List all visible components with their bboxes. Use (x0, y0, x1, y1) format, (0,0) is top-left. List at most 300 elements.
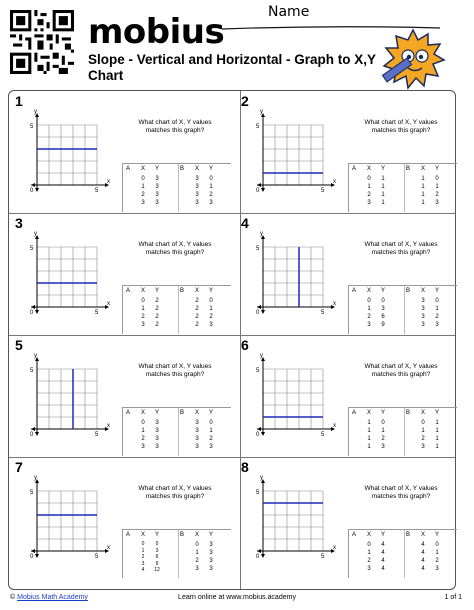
y-column-header: Y (208, 532, 213, 538)
table-label: B (406, 410, 411, 416)
y-values (205, 297, 217, 329)
problem-cell (235, 457, 457, 579)
table-label: B (180, 532, 185, 538)
question-text: What chart of X, Y values matches this graph? (138, 485, 212, 500)
x-values (417, 419, 429, 451)
table-cell: 2 (155, 322, 159, 328)
table-cell: 2 (435, 558, 439, 564)
table-cell: 0 (155, 541, 159, 547)
table-cell: 3 (421, 314, 425, 320)
x-values (191, 541, 203, 573)
x-max-label: 5 (95, 554, 99, 560)
answer-table-a[interactable] (348, 407, 405, 456)
x-arrow-left (31, 305, 35, 309)
table-cell: 1 (367, 550, 371, 556)
question-text: What chart of X, Y values matches this graph? (364, 485, 438, 500)
table-cell: 0 (367, 176, 371, 182)
x-values (191, 297, 203, 329)
table-cell: 1 (381, 428, 385, 434)
table-cell: 4 (141, 567, 145, 573)
y-values (151, 297, 163, 329)
table-cell: 3 (209, 444, 213, 450)
coordinate-graph (243, 225, 343, 320)
x-axis-label: x (333, 545, 336, 551)
problem-cell (235, 213, 457, 335)
y-max-label: 5 (30, 368, 34, 374)
coordinate-graph (243, 103, 343, 198)
table-cell: 2 (195, 298, 199, 304)
table-cell: 3 (155, 444, 159, 450)
table-cell: 1 (209, 306, 213, 312)
y-column-header: Y (380, 410, 385, 416)
x-values (363, 297, 375, 329)
answer-table-a[interactable] (122, 285, 179, 334)
y-values (431, 175, 443, 207)
footer-center: Learn online at www.mobius.academy (178, 594, 296, 601)
table-cell: 1 (421, 192, 425, 198)
table-cell: 3 (421, 298, 425, 304)
x-arrow-left (257, 305, 261, 309)
x-column-header: X (420, 166, 425, 172)
table-cell: 3 (141, 200, 145, 206)
problem-cell (9, 213, 231, 335)
x-arrow-left (257, 549, 261, 553)
x-arrow-left (31, 183, 35, 187)
problem-cell (235, 91, 457, 213)
table-cell: 2 (155, 306, 159, 312)
answer-table-b[interactable] (403, 529, 457, 578)
y-max-label: 5 (256, 124, 260, 130)
answer-table-a[interactable] (348, 285, 405, 334)
coordinate-graph (17, 469, 117, 564)
table-cell: 0 (195, 542, 199, 548)
y-values (151, 419, 163, 451)
y-column-header: Y (154, 166, 159, 172)
table-cell: 2 (381, 436, 385, 442)
x-max-label: 5 (321, 554, 325, 560)
origin-label: 0 (256, 310, 260, 316)
table-cell: 1 (381, 192, 385, 198)
x-max-label: 5 (321, 432, 325, 438)
x-arrow-left (31, 427, 35, 431)
table-cell: 3 (141, 560, 145, 567)
x-values (417, 175, 429, 207)
table-cell: 1 (141, 547, 145, 554)
table-cell: 3 (367, 566, 371, 572)
worksheet-title: Slope - Vertical and Horizontal - Graph to X,Y Chart (88, 52, 376, 83)
table-cell: 0 (141, 176, 145, 182)
answer-tables (348, 163, 457, 211)
x-arrow-left (257, 427, 261, 431)
answer-tables (122, 285, 231, 333)
origin-label: 0 (256, 554, 260, 560)
table-cell: 1 (141, 306, 145, 312)
table-cell: 3 (195, 176, 199, 182)
table-cell: 3 (155, 428, 159, 434)
x-column-header: X (194, 166, 199, 172)
table-cell: 3 (435, 200, 439, 206)
x-column-header: X (140, 288, 145, 294)
x-values (137, 175, 149, 207)
qr-code (10, 10, 74, 74)
y-values (151, 541, 163, 574)
x-axis-label: x (333, 423, 336, 429)
problem-cell (9, 457, 231, 579)
table-cell: 0 (435, 542, 439, 548)
x-values (417, 541, 429, 573)
x-values (191, 175, 203, 207)
table-cell: 3 (209, 542, 213, 548)
table-cell: 3 (195, 566, 199, 572)
table-cell: 1 (367, 420, 371, 426)
y-arrow-down (261, 432, 265, 436)
y-arrow-down (35, 432, 39, 436)
table-cell: 3 (209, 558, 213, 564)
answer-tables (348, 407, 457, 455)
table-cell: 1 (209, 428, 213, 434)
x-arrow-left (31, 549, 35, 553)
x-axis-label: x (333, 301, 336, 307)
x-max-label: 5 (321, 310, 325, 316)
table-cell: 2 (195, 322, 199, 328)
y-values (377, 419, 389, 451)
y-column-header: Y (380, 532, 385, 538)
question-text: What chart of X, Y values matches this graph? (364, 241, 438, 256)
table-cell: 0 (381, 420, 385, 426)
table-cell: 2 (209, 436, 213, 442)
logo: mobius (88, 12, 225, 52)
table-cell: 3 (195, 444, 199, 450)
table-cell: 0 (141, 541, 145, 547)
y-arrow-down (261, 554, 265, 558)
table-cell: 6 (155, 554, 159, 560)
x-column-header: X (420, 288, 425, 294)
y-values (431, 541, 443, 573)
answer-table-b[interactable] (403, 285, 457, 334)
answer-table-b[interactable] (177, 285, 231, 334)
table-label: A (126, 288, 131, 294)
x-column-header: X (366, 166, 371, 172)
y-arrow-down (35, 554, 39, 558)
answer-table-b[interactable] (177, 407, 231, 456)
table-cell: 3 (195, 192, 199, 198)
table-cell: 3 (155, 192, 159, 198)
table-cell: 1 (421, 428, 425, 434)
table-cell: 2 (195, 314, 199, 320)
table-cell: 3 (209, 200, 213, 206)
footer-link[interactable]: © Mobius Math Academy (10, 594, 88, 601)
y-values (377, 297, 389, 329)
x-column-header: X (420, 410, 425, 416)
table-cell: 4 (421, 542, 425, 548)
table-cell: 3 (155, 184, 159, 190)
table-cell: 3 (195, 436, 199, 442)
table-cell: 3 (155, 436, 159, 442)
x-axis-label: x (107, 545, 110, 551)
y-column-header: Y (434, 410, 439, 416)
answer-table-b[interactable] (403, 407, 457, 456)
table-label: B (180, 166, 185, 172)
y-max-label: 5 (30, 124, 34, 130)
x-values (363, 419, 375, 451)
y-values (205, 541, 217, 573)
x-column-header: X (366, 288, 371, 294)
y-column-header: Y (380, 288, 385, 294)
y-axis-label: y (34, 231, 37, 237)
table-cell: 3 (195, 200, 199, 206)
problem-number: 7 (15, 459, 23, 475)
table-cell: 2 (209, 192, 213, 198)
x-axis-label: x (107, 423, 110, 429)
table-cell: 2 (435, 192, 439, 198)
table-cell: 1 (209, 184, 213, 190)
table-cell: 3 (421, 444, 425, 450)
table-cell: 1 (435, 444, 439, 450)
table-cell: 2 (421, 436, 425, 442)
x-max-label: 5 (95, 188, 99, 194)
origin-label: 0 (30, 310, 34, 316)
table-label: B (180, 288, 185, 294)
table-cell: 4 (421, 558, 425, 564)
question-text: What chart of X, Y values matches this graph? (364, 363, 438, 378)
y-values (377, 541, 389, 573)
answer-table-b[interactable] (177, 529, 231, 578)
table-cell: 3 (435, 322, 439, 328)
y-column-header: Y (208, 166, 213, 172)
table-cell: 3 (195, 184, 199, 190)
y-column-header: Y (434, 532, 439, 538)
problem-number: 4 (241, 215, 249, 231)
table-cell: 3 (155, 420, 159, 426)
y-column-header: Y (208, 410, 213, 416)
answer-table-a[interactable] (348, 529, 405, 578)
x-values (417, 297, 429, 329)
y-max-label: 5 (256, 490, 260, 496)
table-cell: 3 (381, 444, 385, 450)
table-cell: 1 (367, 428, 371, 434)
x-column-header: X (140, 410, 145, 416)
y-axis-label: y (260, 475, 263, 481)
x-column-header: X (366, 532, 371, 538)
origin-label: 0 (30, 554, 34, 560)
y-axis-label: y (260, 109, 263, 115)
table-label: B (180, 410, 185, 416)
table-cell: 4 (421, 566, 425, 572)
problem-number: 3 (15, 215, 23, 231)
table-cell: 1 (435, 428, 439, 434)
table-cell: 1 (367, 444, 371, 450)
y-values (205, 419, 217, 451)
table-cell: 0 (381, 298, 385, 304)
x-column-header: X (194, 532, 199, 538)
x-values (363, 175, 375, 207)
name-label: Name (268, 4, 310, 20)
table-cell: 0 (209, 176, 213, 182)
x-column-header: X (366, 410, 371, 416)
answer-table-b[interactable] (177, 163, 231, 212)
table-cell: 1 (367, 306, 371, 312)
table-cell: 0 (435, 176, 439, 182)
x-values (191, 419, 203, 451)
table-cell: 1 (367, 184, 371, 190)
answer-tables (122, 529, 231, 577)
y-axis-label: y (34, 353, 37, 359)
table-cell: 3 (421, 306, 425, 312)
table-cell: 1 (435, 420, 439, 426)
table-cell: 0 (367, 542, 371, 548)
question-text: What chart of X, Y values matches this graph? (138, 241, 212, 256)
answer-tables (348, 285, 457, 333)
table-label: A (126, 532, 131, 538)
y-axis-label: y (260, 231, 263, 237)
y-values (151, 175, 163, 207)
table-cell: 4 (381, 550, 385, 556)
question-text: What chart of X, Y values matches this graph? (138, 119, 212, 134)
table-label: A (126, 410, 131, 416)
x-column-header: X (194, 288, 199, 294)
coordinate-graph (17, 347, 117, 442)
coordinate-graph (243, 469, 343, 564)
x-max-label: 5 (95, 432, 99, 438)
table-label: A (352, 532, 357, 538)
table-cell: 1 (367, 436, 371, 442)
answer-tables (122, 407, 231, 455)
problem-cell (9, 91, 231, 213)
table-cell: 2 (195, 306, 199, 312)
question-text: What chart of X, Y values matches this graph? (138, 363, 212, 378)
table-cell: 1 (421, 200, 425, 206)
table-cell: 3 (195, 420, 199, 426)
table-cell: 3 (141, 444, 145, 450)
x-values (137, 541, 149, 574)
x-values (137, 297, 149, 329)
table-cell: 0 (421, 420, 425, 426)
answer-table-a[interactable] (122, 529, 179, 578)
y-max-label: 5 (256, 246, 260, 252)
table-cell: 1 (421, 176, 425, 182)
table-cell: 3 (155, 547, 159, 554)
table-cell: 3 (155, 176, 159, 182)
x-axis-label: x (107, 301, 110, 307)
table-cell: 3 (195, 428, 199, 434)
origin-label: 0 (30, 188, 34, 194)
table-label: B (406, 288, 411, 294)
table-cell: 2 (195, 558, 199, 564)
table-cell: 2 (435, 314, 439, 320)
table-cell: 2 (141, 554, 145, 560)
table-cell: 2 (367, 314, 371, 320)
y-column-header: Y (434, 288, 439, 294)
table-cell: 4 (381, 542, 385, 548)
table-cell: 9 (381, 322, 385, 328)
y-values (431, 419, 443, 451)
origin-label: 0 (256, 188, 260, 194)
problem-number: 5 (15, 337, 23, 353)
table-cell: 2 (367, 558, 371, 564)
answer-table-b[interactable] (403, 163, 457, 212)
y-arrow-down (35, 310, 39, 314)
x-column-header: X (420, 532, 425, 538)
table-cell: 0 (209, 298, 213, 304)
y-column-header: Y (154, 288, 159, 294)
y-column-header: Y (208, 288, 213, 294)
answer-tables (348, 529, 457, 577)
x-axis-label: x (333, 179, 336, 185)
coordinate-graph (17, 225, 117, 320)
table-cell: 2 (141, 314, 145, 320)
y-arrow-down (35, 188, 39, 192)
table-cell: 0 (367, 298, 371, 304)
table-cell: 3 (209, 322, 213, 328)
table-cell: 0 (141, 298, 145, 304)
x-axis-label: x (107, 179, 110, 185)
y-values (431, 297, 443, 329)
table-label: A (352, 288, 357, 294)
x-values (137, 419, 149, 451)
x-arrow-left (257, 183, 261, 187)
table-cell: 1 (381, 184, 385, 190)
answer-table-a[interactable] (122, 407, 179, 456)
answer-table-a[interactable] (348, 163, 405, 212)
origin-label: 0 (30, 432, 34, 438)
coordinate-graph (243, 347, 343, 442)
y-max-label: 5 (30, 490, 34, 496)
table-cell: 2 (209, 314, 213, 320)
table-cell: 3 (209, 566, 213, 572)
x-max-label: 5 (321, 188, 325, 194)
y-values (377, 175, 389, 207)
problem-cell (9, 335, 231, 457)
y-arrow-down (261, 310, 265, 314)
table-cell: 2 (155, 314, 159, 320)
table-cell: 0 (435, 298, 439, 304)
problem-number: 2 (241, 93, 249, 109)
table-cell: 2 (367, 192, 371, 198)
y-axis-label: y (34, 475, 37, 481)
page-number: 1 of 1 (444, 594, 462, 601)
table-cell: 3 (435, 566, 439, 572)
problem-number: 1 (15, 93, 23, 109)
y-max-label: 5 (256, 368, 260, 374)
table-cell: 6 (381, 314, 385, 320)
x-values (363, 541, 375, 573)
table-label: A (352, 166, 357, 172)
table-cell: 4 (421, 550, 425, 556)
table-cell: 1 (381, 200, 385, 206)
table-cell: 1 (381, 176, 385, 182)
y-column-header: Y (154, 532, 159, 538)
y-column-header: Y (434, 166, 439, 172)
x-max-label: 5 (95, 310, 99, 316)
academy-link[interactable]: Mobius Math Academy (17, 594, 88, 601)
table-cell: 3 (155, 200, 159, 206)
table-cell: 2 (155, 298, 159, 304)
y-column-header: Y (154, 410, 159, 416)
table-cell: 3 (367, 322, 371, 328)
y-axis-label: y (34, 109, 37, 115)
problem-number: 6 (241, 337, 249, 353)
y-max-label: 5 (30, 246, 34, 252)
table-cell: 12 (154, 567, 160, 573)
table-cell: 3 (421, 322, 425, 328)
answer-table-a[interactable] (122, 163, 179, 212)
table-label: A (126, 166, 131, 172)
table-cell: 2 (141, 192, 145, 198)
table-cell: 1 (195, 550, 199, 556)
table-cell: 4 (381, 558, 385, 564)
y-values (205, 175, 217, 207)
table-cell: 1 (141, 184, 145, 190)
